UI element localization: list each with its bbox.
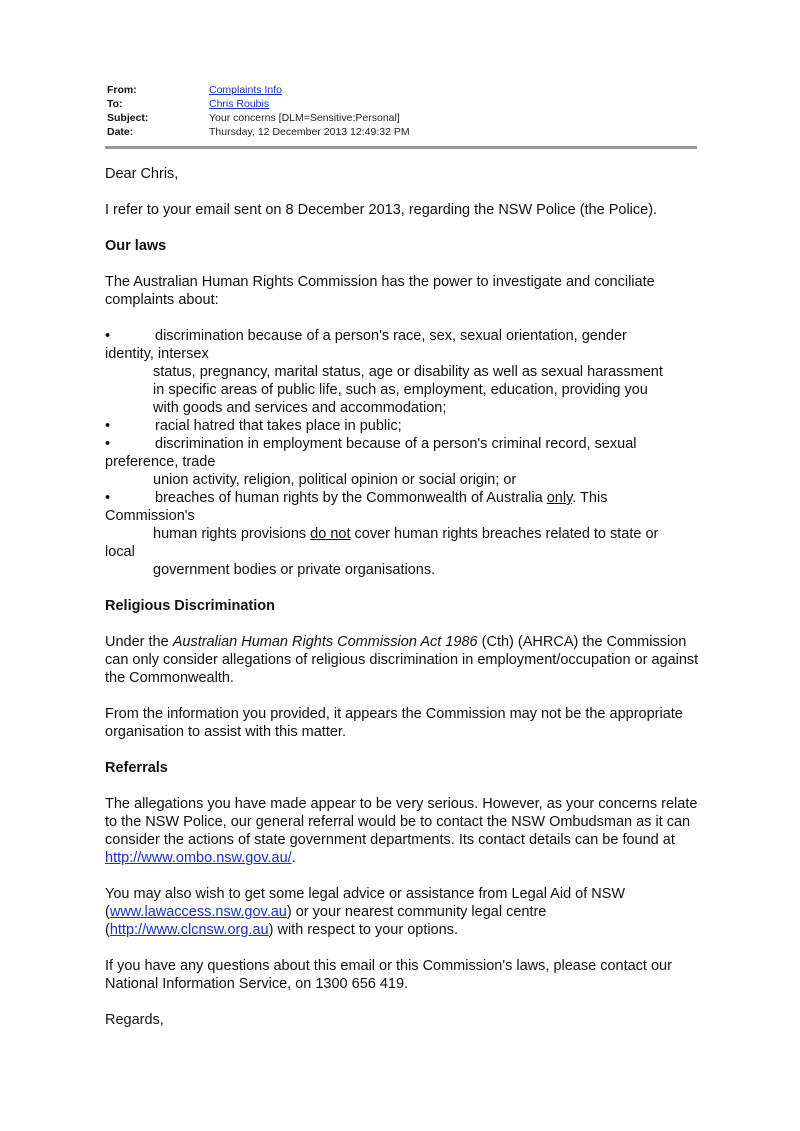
text-part: (Cth) (AHRCA) the Commission can only consider allegations of religious discrimination in employment/occupation or against the Commonwealth. [105, 634, 699, 686]
bullet-text: discrimination in employment because of a person's criminal record, sexual [155, 436, 637, 452]
clcnsw-link[interactable]: http://www.clcnsw.org.au [109, 922, 269, 938]
text-part: . [291, 850, 296, 866]
text-part: You may also wish to get some legal advice or assistance from Legal Aid of NSW ( [105, 886, 626, 920]
bullet-continuation: in specific areas of public life, such as, employment, education, providing you [153, 382, 648, 398]
bullet-text [155, 489, 607, 507]
from-link[interactable]: Complaints Info [209, 84, 282, 96]
bullet-icon: • [105, 328, 111, 344]
lawaccess-link[interactable]: www.lawaccess.nsw.gov.au [109, 904, 287, 920]
bullet-icon: • [105, 490, 111, 506]
ombudsman-link[interactable]: http://www.ombo.nsw.gov.au/ [105, 850, 292, 866]
to-row [107, 97, 697, 111]
bullet-continuation [105, 525, 705, 543]
bullet-text-part: human rights provisions [153, 526, 311, 542]
to-label: To: [107, 98, 123, 110]
list-item [105, 327, 705, 417]
religious-paragraph-2: From the information you provided, it appears the Commission may not be the appropriate organisation to assist with this matter. [105, 706, 683, 740]
header-divider [105, 146, 697, 149]
date-value: Thursday, 12 December 2013 12:49:32 PM [209, 126, 410, 138]
questions-paragraph: If you have any questions about this email or this Commission's laws, please contact our National Information Service, on 1300 656 419. [105, 958, 672, 992]
date-label: Date: [107, 126, 134, 138]
subject-row [107, 111, 697, 125]
bullet-icon: • [105, 436, 111, 452]
heading-our-laws: Our laws [105, 238, 167, 254]
greeting: Dear Chris, [105, 166, 179, 182]
bullet-text: discrimination because of a person's race, sex, sexual orientation, gender [155, 328, 627, 344]
email-body [105, 165, 705, 1047]
subject-value: Your concerns [DLM=Sensitive:Personal] [209, 112, 400, 124]
referrals-paragraph-1 [105, 795, 705, 867]
text-part: ) with respect to your options. [268, 922, 459, 938]
heading-referrals: Referrals [105, 760, 168, 776]
text-part: ) or your nearest community legal centre ( [105, 904, 547, 938]
laws-intro-paragraph: The Australian Human Rights Commission has the power to investigate and conciliate complaints about: [105, 274, 655, 308]
bullet-text-wrap: identity, intersex [105, 346, 209, 362]
list-item [105, 417, 705, 435]
laws-bullet-list [105, 327, 705, 579]
bullet-text: racial hatred that takes place in public; [155, 418, 402, 434]
bullet-continuation: with goods and services and accommodation; [153, 400, 447, 416]
bullet-continuation: union activity, religion, political opinion or social origin; or [153, 472, 517, 488]
bullet-text-wrap: Commission's [105, 508, 195, 524]
bullet-continuation: status, pregnancy, marital status, age or disability as well as sexual harassment [153, 364, 663, 380]
bullet-text-part: breaches of human rights by the Commonwealth of Australia [155, 490, 547, 506]
list-item [105, 435, 705, 489]
act-title: Australian Human Rights Commission Act 1986 [172, 634, 478, 650]
referrals-paragraph-2 [105, 885, 705, 939]
subject-label: Subject: [107, 112, 149, 124]
underlined-only: only [546, 490, 573, 506]
list-item [105, 489, 705, 579]
text-part: Under the [105, 634, 173, 650]
closing: Regards, [105, 1012, 164, 1028]
bullet-continuation: government bodies or private organisations. [153, 562, 436, 578]
date-row [107, 125, 697, 139]
text-part: The allegations you have made appear to be very serious. However, as your concerns relate to the NSW Police, our general referral would be to contact the NSW Ombudsman as it can consider the actions of state government departments. Its contact details can be found at [105, 796, 698, 848]
bullet-text-part: . This [572, 490, 608, 506]
bullet-text-wrap: preference, trade [105, 454, 216, 470]
religious-paragraph-1 [105, 633, 705, 687]
bullet-text-wrap: local [105, 544, 135, 560]
bullet-icon: • [105, 418, 111, 434]
from-row [107, 83, 697, 97]
from-label: From: [107, 84, 137, 96]
email-header [107, 83, 697, 139]
underlined-do-not: do not [310, 526, 351, 542]
bullet-text-part: cover human rights breaches related to state or [350, 526, 659, 542]
intro-paragraph: I refer to your email sent on 8 December 2013, regarding the NSW Police (the Police). [105, 202, 658, 218]
to-link[interactable]: Chris Roubis [209, 98, 270, 110]
heading-religious-discrimination: Religious Discrimination [105, 598, 275, 614]
